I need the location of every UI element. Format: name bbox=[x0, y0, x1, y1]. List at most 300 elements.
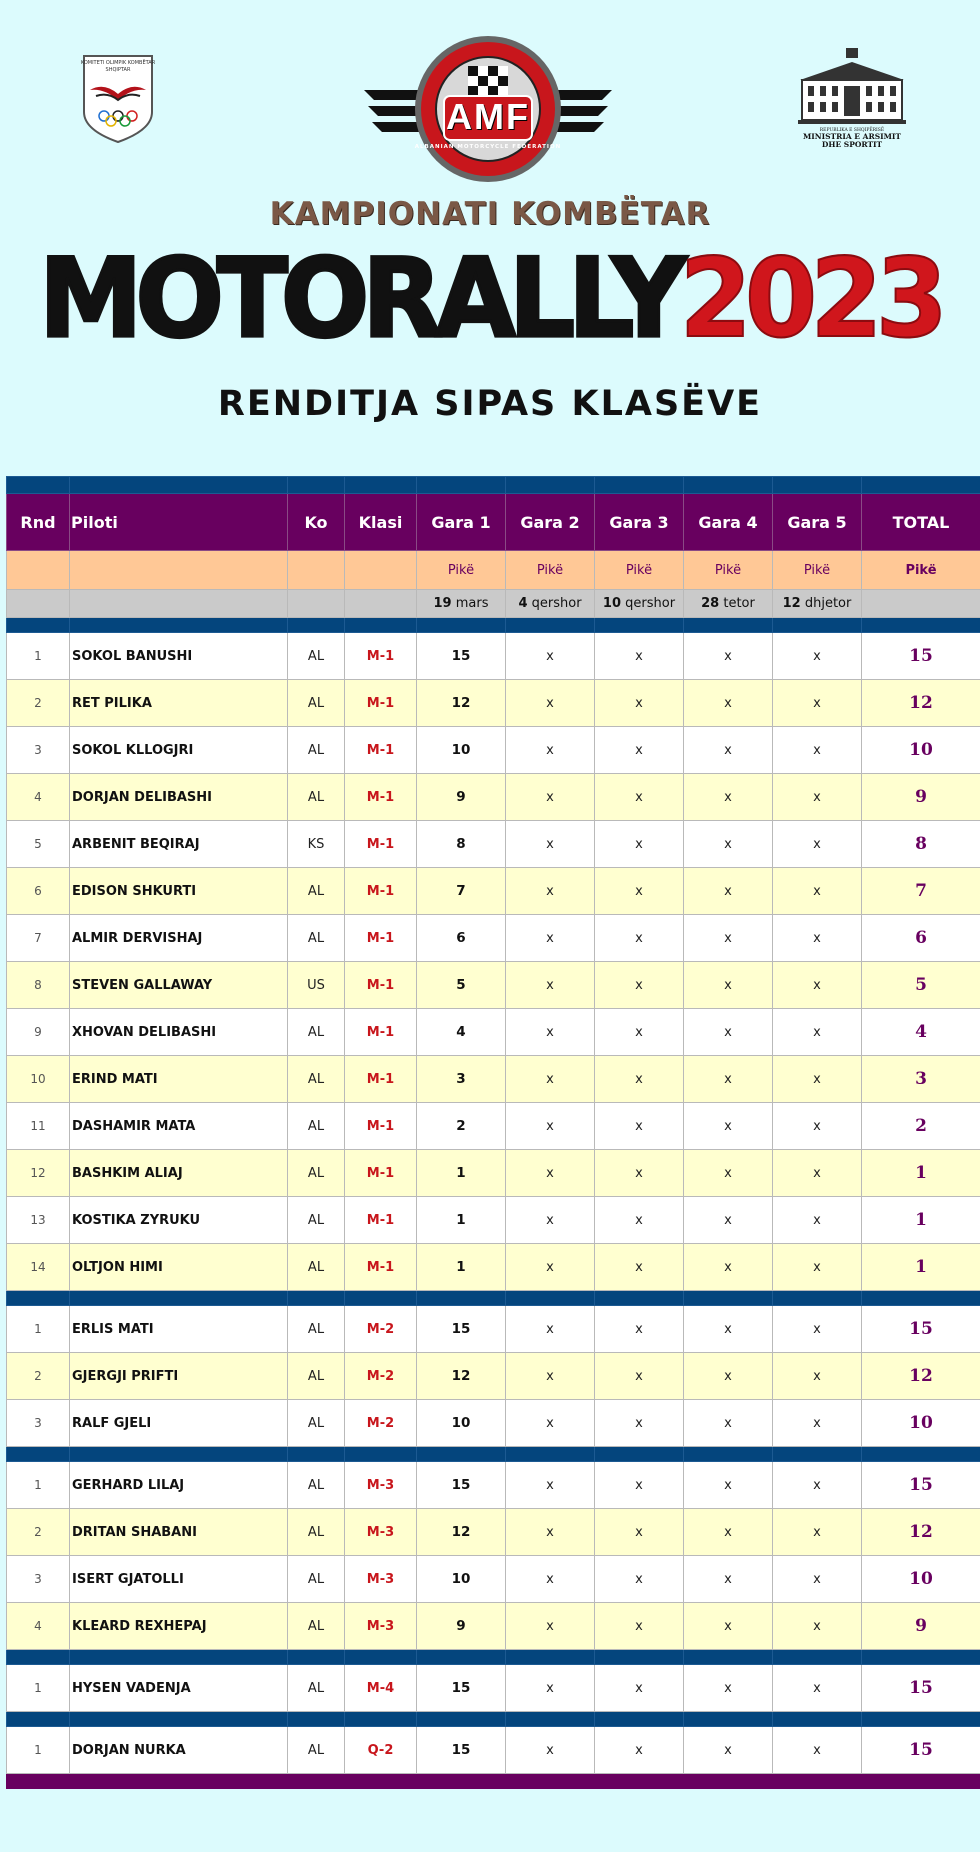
cell-country: AL bbox=[288, 1353, 345, 1400]
cell-pilot-name: XHOVAN DELIBASHI bbox=[70, 1009, 288, 1056]
cell-rnd: 3 bbox=[7, 1556, 70, 1603]
cell-rnd: 12 bbox=[7, 1150, 70, 1197]
points-label-gara-5: Pikë bbox=[773, 551, 862, 590]
cell-class: M-1 bbox=[345, 774, 417, 821]
cell-gara-3: x bbox=[595, 1056, 684, 1103]
cell-gara-3: x bbox=[595, 915, 684, 962]
cell-class: M-1 bbox=[345, 727, 417, 774]
cell-pilot-name: RALF GJELI bbox=[70, 1400, 288, 1447]
cell-gara-1: 1 bbox=[417, 1150, 506, 1197]
cell-gara-3: x bbox=[595, 1509, 684, 1556]
ministry-logo bbox=[796, 46, 908, 149]
cell-gara-1: 10 bbox=[417, 727, 506, 774]
cell-country: AL bbox=[288, 680, 345, 727]
cell-gara-5: x bbox=[773, 1665, 862, 1712]
cell-gara-1: 15 bbox=[417, 1665, 506, 1712]
class-separator-band bbox=[7, 1447, 980, 1462]
cell-gara-3: x bbox=[595, 1462, 684, 1509]
cell-class: M-1 bbox=[345, 633, 417, 680]
table-row bbox=[7, 915, 980, 962]
cell-gara-5: x bbox=[773, 633, 862, 680]
table-row bbox=[7, 1665, 980, 1712]
cell-gara-1: 8 bbox=[417, 821, 506, 868]
page-title bbox=[0, 235, 980, 361]
col-header-klasi: Klasi bbox=[345, 494, 417, 551]
cell-gara-1: 4 bbox=[417, 1009, 506, 1056]
cell-country: AL bbox=[288, 1103, 345, 1150]
race-date-4-day: 28 bbox=[701, 596, 720, 611]
cell-rnd: 1 bbox=[7, 1727, 70, 1774]
cell-class: M-1 bbox=[345, 1056, 417, 1103]
cell-class: M-1 bbox=[345, 868, 417, 915]
cell-gara-4: x bbox=[684, 1509, 773, 1556]
cell-gara-3: x bbox=[595, 1353, 684, 1400]
cell-country: AL bbox=[288, 774, 345, 821]
cell-pilot-name: SOKOL BANUSHI bbox=[70, 633, 288, 680]
cell-gara-4: x bbox=[684, 1103, 773, 1150]
cell-total: 12 bbox=[862, 1509, 980, 1556]
title-motorally: MOTORALLY bbox=[39, 233, 680, 363]
cell-class: M-1 bbox=[345, 915, 417, 962]
cell-gara-2: x bbox=[506, 727, 595, 774]
cell-gara-3: x bbox=[595, 868, 684, 915]
cell-class: M-1 bbox=[345, 1009, 417, 1056]
cell-gara-2: x bbox=[506, 1400, 595, 1447]
cell-gara-3: x bbox=[595, 1556, 684, 1603]
cell-total: 8 bbox=[862, 821, 980, 868]
cell-gara-4: x bbox=[684, 1197, 773, 1244]
cell-total: 9 bbox=[862, 1603, 980, 1650]
cell-gara-5: x bbox=[773, 1509, 862, 1556]
cell-pilot-name: ERLIS MATI bbox=[70, 1306, 288, 1353]
cell-class: M-1 bbox=[345, 1103, 417, 1150]
cell-rnd: 5 bbox=[7, 821, 70, 868]
cell-gara-1: 15 bbox=[417, 1306, 506, 1353]
col-header-ko: Ko bbox=[288, 494, 345, 551]
cell-gara-5: x bbox=[773, 1462, 862, 1509]
cell-class: M-1 bbox=[345, 821, 417, 868]
cell-country: AL bbox=[288, 1244, 345, 1291]
points-label-gara-1: Pikë bbox=[417, 551, 506, 590]
cell-rnd: 4 bbox=[7, 1603, 70, 1650]
cell-total: 15 bbox=[862, 1665, 980, 1712]
cell-rnd: 1 bbox=[7, 1462, 70, 1509]
class-separator-band bbox=[7, 1712, 980, 1727]
cell-country: AL bbox=[288, 1509, 345, 1556]
cell-rnd: 11 bbox=[7, 1103, 70, 1150]
cell-country: AL bbox=[288, 1462, 345, 1509]
cell-gara-5: x bbox=[773, 680, 862, 727]
cell-gara-4: x bbox=[684, 1150, 773, 1197]
race-date-1 bbox=[417, 590, 506, 618]
table-row bbox=[7, 680, 980, 727]
cell-class: Q-2 bbox=[345, 1727, 417, 1774]
cell-pilot-name: GERHARD LILAJ bbox=[70, 1462, 288, 1509]
cell-rnd: 3 bbox=[7, 727, 70, 774]
cell-pilot-name: KOSTIKA ZYRUKU bbox=[70, 1197, 288, 1244]
cell-gara-2: x bbox=[506, 1197, 595, 1244]
cell-pilot-name: OLTJON HIMI bbox=[70, 1244, 288, 1291]
points-label-total: Pikë bbox=[862, 551, 980, 590]
cell-gara-1: 6 bbox=[417, 915, 506, 962]
table-top-band bbox=[7, 477, 980, 494]
cell-country: AL bbox=[288, 633, 345, 680]
cell-total: 15 bbox=[862, 1462, 980, 1509]
olympic-logo-text: KOMITETI OLIMPIK KOMBËTAR SHQIPTAR bbox=[80, 60, 156, 73]
cell-gara-4: x bbox=[684, 1603, 773, 1650]
amf-logo-text: AMF bbox=[446, 96, 530, 137]
cell-gara-2: x bbox=[506, 680, 595, 727]
cell-pilot-name: DRITAN SHABANI bbox=[70, 1509, 288, 1556]
race-date-2-month: qershor bbox=[531, 596, 582, 611]
cell-pilot-name: EDISON SHKURTI bbox=[70, 868, 288, 915]
cell-gara-1: 3 bbox=[417, 1056, 506, 1103]
cell-gara-1: 10 bbox=[417, 1556, 506, 1603]
cell-country: AL bbox=[288, 1556, 345, 1603]
cell-gara-5: x bbox=[773, 1603, 862, 1650]
cell-gara-5: x bbox=[773, 1056, 862, 1103]
cell-gara-4: x bbox=[684, 1056, 773, 1103]
cell-rnd: 10 bbox=[7, 1056, 70, 1103]
cell-gara-3: x bbox=[595, 1665, 684, 1712]
cell-gara-5: x bbox=[773, 1353, 862, 1400]
cell-gara-3: x bbox=[595, 727, 684, 774]
cell-class: M-3 bbox=[345, 1603, 417, 1650]
cell-country: AL bbox=[288, 1727, 345, 1774]
cell-gara-2: x bbox=[506, 915, 595, 962]
cell-total: 10 bbox=[862, 1556, 980, 1603]
cell-gara-1: 15 bbox=[417, 1727, 506, 1774]
cell-rnd: 13 bbox=[7, 1197, 70, 1244]
cell-gara-5: x bbox=[773, 727, 862, 774]
cell-class: M-4 bbox=[345, 1665, 417, 1712]
cell-gara-5: x bbox=[773, 1306, 862, 1353]
cell-gara-2: x bbox=[506, 1009, 595, 1056]
cell-class: M-3 bbox=[345, 1509, 417, 1556]
cell-total: 4 bbox=[862, 1009, 980, 1056]
col-header-gara-1: Gara 1 bbox=[417, 494, 506, 551]
cell-gara-3: x bbox=[595, 1306, 684, 1353]
cell-rnd: 14 bbox=[7, 1244, 70, 1291]
cell-total: 2 bbox=[862, 1103, 980, 1150]
cell-gara-4: x bbox=[684, 821, 773, 868]
cell-gara-1: 9 bbox=[417, 1603, 506, 1650]
cell-gara-5: x bbox=[773, 1197, 862, 1244]
cell-gara-5: x bbox=[773, 1400, 862, 1447]
cell-gara-4: x bbox=[684, 774, 773, 821]
cell-rnd: 9 bbox=[7, 1009, 70, 1056]
cell-gara-3: x bbox=[595, 962, 684, 1009]
race-date-1-day: 19 bbox=[433, 596, 452, 611]
cell-gara-3: x bbox=[595, 1603, 684, 1650]
cell-gara-2: x bbox=[506, 1556, 595, 1603]
cell-pilot-name: ARBENIT BEQIRAJ bbox=[70, 821, 288, 868]
col-header-gara-2: Gara 2 bbox=[506, 494, 595, 551]
table-row bbox=[7, 1150, 980, 1197]
cell-gara-2: x bbox=[506, 1727, 595, 1774]
cell-total: 1 bbox=[862, 1244, 980, 1291]
cell-gara-5: x bbox=[773, 1150, 862, 1197]
points-label-gara-4: Pikë bbox=[684, 551, 773, 590]
table-row bbox=[7, 821, 980, 868]
cell-gara-3: x bbox=[595, 633, 684, 680]
cell-gara-5: x bbox=[773, 821, 862, 868]
cell-pilot-name: BASHKIM ALIAJ bbox=[70, 1150, 288, 1197]
cell-gara-4: x bbox=[684, 1353, 773, 1400]
cell-total: 1 bbox=[862, 1197, 980, 1244]
cell-gara-2: x bbox=[506, 868, 595, 915]
table-row bbox=[7, 1197, 980, 1244]
cell-gara-3: x bbox=[595, 1727, 684, 1774]
cell-gara-4: x bbox=[684, 962, 773, 1009]
cell-gara-2: x bbox=[506, 1462, 595, 1509]
cell-total: 10 bbox=[862, 727, 980, 774]
cell-gara-2: x bbox=[506, 1150, 595, 1197]
race-date-4-month: tetor bbox=[723, 596, 755, 611]
cell-gara-4: x bbox=[684, 680, 773, 727]
race-date-3-month: qershor bbox=[625, 596, 676, 611]
cell-gara-5: x bbox=[773, 868, 862, 915]
table-row bbox=[7, 962, 980, 1009]
cell-country: AL bbox=[288, 1400, 345, 1447]
class-separator-band bbox=[7, 1291, 980, 1306]
cell-pilot-name: DORJAN NURKA bbox=[70, 1727, 288, 1774]
points-label-gara-3: Pikë bbox=[595, 551, 684, 590]
championship-label: KAMPIONATI KOMBËTAR bbox=[269, 196, 711, 232]
cell-gara-2: x bbox=[506, 962, 595, 1009]
cell-gara-3: x bbox=[595, 1400, 684, 1447]
cell-gara-2: x bbox=[506, 1665, 595, 1712]
cell-total: 10 bbox=[862, 1400, 980, 1447]
cell-gara-1: 1 bbox=[417, 1244, 506, 1291]
table-row bbox=[7, 1009, 980, 1056]
race-date-2-day: 4 bbox=[518, 596, 528, 611]
cell-class: M-2 bbox=[345, 1353, 417, 1400]
cell-gara-1: 12 bbox=[417, 1509, 506, 1556]
table-row bbox=[7, 774, 980, 821]
cell-total: 3 bbox=[862, 1056, 980, 1103]
cell-gara-5: x bbox=[773, 774, 862, 821]
cell-country: AL bbox=[288, 1665, 345, 1712]
class-separator-band bbox=[7, 618, 980, 633]
cell-gara-2: x bbox=[506, 1103, 595, 1150]
ministry-logo-name: MINISTRIA E ARSIMIT DHE SPORTIT bbox=[802, 132, 902, 149]
cell-total: 7 bbox=[862, 868, 980, 915]
cell-class: M-1 bbox=[345, 962, 417, 1009]
cell-gara-4: x bbox=[684, 915, 773, 962]
cell-gara-4: x bbox=[684, 727, 773, 774]
race-date-3 bbox=[595, 590, 684, 618]
cell-rnd: 8 bbox=[7, 962, 70, 1009]
cell-country: AL bbox=[288, 1306, 345, 1353]
cell-pilot-name: SOKOL KLLOGJRI bbox=[70, 727, 288, 774]
cell-rnd: 7 bbox=[7, 915, 70, 962]
cell-total: 9 bbox=[862, 774, 980, 821]
cell-rnd: 2 bbox=[7, 680, 70, 727]
cell-gara-2: x bbox=[506, 1509, 595, 1556]
cell-rnd: 4 bbox=[7, 774, 70, 821]
cell-gara-3: x bbox=[595, 1197, 684, 1244]
table-row bbox=[7, 633, 980, 680]
cell-total: 12 bbox=[862, 680, 980, 727]
cell-total: 12 bbox=[862, 1353, 980, 1400]
cell-gara-2: x bbox=[506, 1603, 595, 1650]
cell-country: AL bbox=[288, 868, 345, 915]
cell-pilot-name: STEVEN GALLAWAY bbox=[70, 962, 288, 1009]
cell-gara-1: 10 bbox=[417, 1400, 506, 1447]
cell-gara-1: 1 bbox=[417, 1197, 506, 1244]
class-separator-band bbox=[7, 1650, 980, 1665]
cell-gara-5: x bbox=[773, 915, 862, 962]
col-header-piloti: Piloti bbox=[70, 494, 288, 551]
cell-gara-4: x bbox=[684, 1462, 773, 1509]
race-date-5 bbox=[773, 590, 862, 618]
table-bottom-band bbox=[7, 1774, 980, 1789]
cell-gara-4: x bbox=[684, 1009, 773, 1056]
cell-gara-1: 12 bbox=[417, 680, 506, 727]
cell-gara-3: x bbox=[595, 821, 684, 868]
cell-gara-2: x bbox=[506, 774, 595, 821]
cell-gara-1: 15 bbox=[417, 1462, 506, 1509]
amf-logo bbox=[360, 34, 616, 184]
cell-class: M-2 bbox=[345, 1400, 417, 1447]
cell-gara-2: x bbox=[506, 1056, 595, 1103]
page-subtitle: RENDITJA SIPAS KLASËVE bbox=[217, 384, 763, 424]
table-row bbox=[7, 1556, 980, 1603]
col-header-rnd: Rnd bbox=[7, 494, 70, 551]
cell-gara-4: x bbox=[684, 1556, 773, 1603]
cell-gara-3: x bbox=[595, 680, 684, 727]
cell-gara-5: x bbox=[773, 1009, 862, 1056]
cell-rnd: 2 bbox=[7, 1509, 70, 1556]
cell-gara-4: x bbox=[684, 1727, 773, 1774]
table-row bbox=[7, 1509, 980, 1556]
standings-table bbox=[6, 476, 980, 1789]
table-row bbox=[7, 1056, 980, 1103]
race-dates-row bbox=[7, 590, 980, 618]
cell-gara-2: x bbox=[506, 1244, 595, 1291]
cell-country: AL bbox=[288, 1603, 345, 1650]
cell-country: AL bbox=[288, 1009, 345, 1056]
cell-country: AL bbox=[288, 1150, 345, 1197]
cell-total: 6 bbox=[862, 915, 980, 962]
cell-gara-5: x bbox=[773, 1556, 862, 1603]
table-row bbox=[7, 1244, 980, 1291]
col-header-total: TOTAL bbox=[862, 494, 980, 551]
cell-country: AL bbox=[288, 1197, 345, 1244]
amf-logo-subtext: ALBANIAN MOTORCYCLE FEDERATION bbox=[414, 144, 562, 150]
cell-class: M-3 bbox=[345, 1556, 417, 1603]
cell-gara-2: x bbox=[506, 821, 595, 868]
col-header-gara-3: Gara 3 bbox=[595, 494, 684, 551]
cell-gara-1: 2 bbox=[417, 1103, 506, 1150]
cell-gara-5: x bbox=[773, 962, 862, 1009]
cell-gara-1: 9 bbox=[417, 774, 506, 821]
cell-gara-4: x bbox=[684, 868, 773, 915]
cell-gara-3: x bbox=[595, 1009, 684, 1056]
cell-country: AL bbox=[288, 727, 345, 774]
cell-gara-3: x bbox=[595, 1103, 684, 1150]
table-row bbox=[7, 1462, 980, 1509]
race-date-3-day: 10 bbox=[602, 596, 622, 611]
col-header-gara-4: Gara 4 bbox=[684, 494, 773, 551]
ministry-logo-small-text: REPUBLIKA E SHQIPËRISË bbox=[819, 128, 885, 133]
table-row bbox=[7, 1306, 980, 1353]
points-label-gara-2: Pikë bbox=[506, 551, 595, 590]
cell-gara-1: 15 bbox=[417, 633, 506, 680]
cell-class: M-1 bbox=[345, 1150, 417, 1197]
cell-total: 15 bbox=[862, 633, 980, 680]
cell-rnd: 1 bbox=[7, 1665, 70, 1712]
cell-country: US bbox=[288, 962, 345, 1009]
cell-gara-3: x bbox=[595, 774, 684, 821]
table-row bbox=[7, 1400, 980, 1447]
ministry-logo-text bbox=[796, 128, 908, 149]
cell-gara-4: x bbox=[684, 1306, 773, 1353]
cell-gara-2: x bbox=[506, 633, 595, 680]
cell-pilot-name: DASHAMIR MATA bbox=[70, 1103, 288, 1150]
cell-rnd: 3 bbox=[7, 1400, 70, 1447]
table-row bbox=[7, 727, 980, 774]
cell-pilot-name: GJERGJI PRIFTI bbox=[70, 1353, 288, 1400]
table-row bbox=[7, 868, 980, 915]
cell-gara-5: x bbox=[773, 1244, 862, 1291]
cell-pilot-name: ERIND MATI bbox=[70, 1056, 288, 1103]
cell-country: AL bbox=[288, 1056, 345, 1103]
cell-pilot-name: ALMIR DERVISHAJ bbox=[70, 915, 288, 962]
table-row bbox=[7, 1103, 980, 1150]
cell-rnd: 1 bbox=[7, 633, 70, 680]
cell-rnd: 1 bbox=[7, 1306, 70, 1353]
cell-total: 1 bbox=[862, 1150, 980, 1197]
cell-gara-3: x bbox=[595, 1244, 684, 1291]
cell-rnd: 6 bbox=[7, 868, 70, 915]
race-date-5-day: 12 bbox=[782, 596, 801, 611]
cell-gara-1: 7 bbox=[417, 868, 506, 915]
cell-class: M-3 bbox=[345, 1462, 417, 1509]
cell-gara-4: x bbox=[684, 633, 773, 680]
table-row bbox=[7, 1727, 980, 1774]
cell-rnd: 2 bbox=[7, 1353, 70, 1400]
cell-total: 15 bbox=[862, 1306, 980, 1353]
race-date-2 bbox=[506, 590, 595, 618]
cell-gara-3: x bbox=[595, 1150, 684, 1197]
cell-total: 5 bbox=[862, 962, 980, 1009]
table-row bbox=[7, 1353, 980, 1400]
cell-gara-4: x bbox=[684, 1400, 773, 1447]
cell-gara-1: 12 bbox=[417, 1353, 506, 1400]
table-header-row bbox=[7, 494, 980, 551]
cell-class: M-1 bbox=[345, 680, 417, 727]
cell-pilot-name: KLEARD REXHEPAJ bbox=[70, 1603, 288, 1650]
cell-pilot-name: DORJAN DELIBASHI bbox=[70, 774, 288, 821]
cell-gara-5: x bbox=[773, 1727, 862, 1774]
cell-gara-2: x bbox=[506, 1306, 595, 1353]
cell-class: M-1 bbox=[345, 1244, 417, 1291]
table-row bbox=[7, 1603, 980, 1650]
cell-pilot-name: ISERT GJATOLLI bbox=[70, 1556, 288, 1603]
race-date-5-month: dhjetor bbox=[804, 596, 852, 611]
cell-gara-1: 5 bbox=[417, 962, 506, 1009]
cell-gara-4: x bbox=[684, 1665, 773, 1712]
cell-class: M-2 bbox=[345, 1306, 417, 1353]
cell-gara-4: x bbox=[684, 1244, 773, 1291]
olympic-committee-logo bbox=[80, 54, 156, 144]
cell-country: KS bbox=[288, 821, 345, 868]
points-label-row bbox=[7, 551, 980, 590]
cell-total: 15 bbox=[862, 1727, 980, 1774]
cell-gara-2: x bbox=[506, 1353, 595, 1400]
